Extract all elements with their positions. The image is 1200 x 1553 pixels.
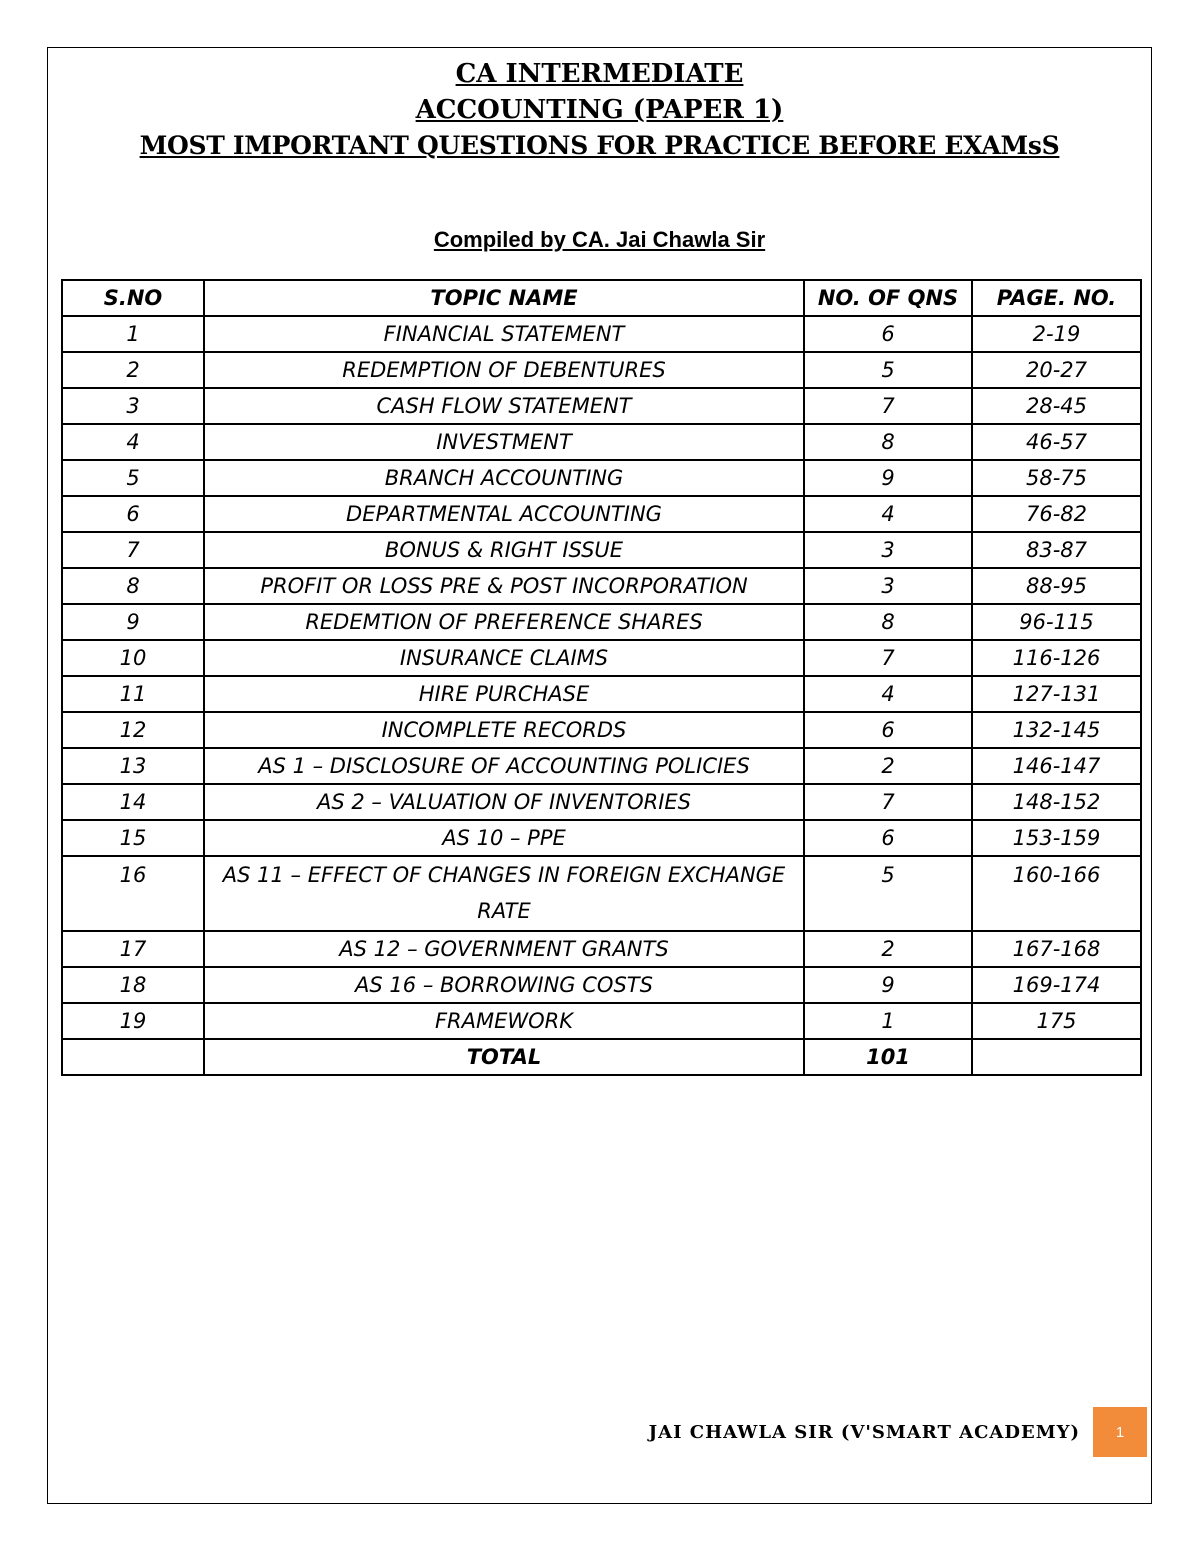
table-row (62, 748, 1141, 784)
table-row (62, 931, 1141, 967)
cell-qns: 1 (804, 1003, 972, 1039)
cell-topic: INVESTMENT (204, 424, 804, 460)
table-row (62, 712, 1141, 748)
table-row (62, 496, 1141, 532)
cell-topic: PROFIT OR LOSS PRE & POST INCORPORATION (204, 568, 804, 604)
cell-topic: FRAMEWORK (204, 1003, 804, 1039)
cell-qns: 9 (804, 460, 972, 496)
title-line-2: ACCOUNTING (PAPER 1) (415, 95, 784, 125)
cell-qns: 4 (804, 676, 972, 712)
table-row (62, 532, 1141, 568)
cell-topic: AS 1 – DISCLOSURE OF ACCOUNTING POLICIES (204, 748, 804, 784)
cell-sno: 1 (62, 316, 204, 352)
cell-qns: 6 (804, 820, 972, 856)
page-number-badge: 1 (1093, 1407, 1147, 1457)
table-row (62, 568, 1141, 604)
title-line-3: MOST IMPORTANT QUESTIONS FOR PRACTICE BEFORE EXAMsS (139, 131, 1060, 160)
cell-pages: 127-131 (972, 676, 1141, 712)
table-row (62, 676, 1141, 712)
total-qns: 101 (804, 1039, 972, 1075)
cell-qns: 3 (804, 568, 972, 604)
cell-topic: AS 12 – GOVERNMENT GRANTS (204, 931, 804, 967)
cell-topic: BRANCH ACCOUNTING (204, 460, 804, 496)
cell-pages: 96-115 (972, 604, 1141, 640)
cell-pages: 20-27 (972, 352, 1141, 388)
cell-qns: 7 (804, 388, 972, 424)
table-row (62, 424, 1141, 460)
table-row (62, 967, 1141, 1003)
cell-sno: 18 (62, 967, 204, 1003)
cell-topic: AS 2 – VALUATION OF INVENTORIES (204, 784, 804, 820)
cell-sno: 13 (62, 748, 204, 784)
cell-qns: 6 (804, 712, 972, 748)
table-row (62, 352, 1141, 388)
cell-qns: 7 (804, 640, 972, 676)
cell-topic: FINANCIAL STATEMENT (204, 316, 804, 352)
title-line-1: CA INTERMEDIATE (455, 59, 744, 89)
cell-topic: INSURANCE CLAIMS (204, 640, 804, 676)
cell-sno: 15 (62, 820, 204, 856)
cell-sno: 16 (62, 856, 204, 931)
cell-qns: 4 (804, 496, 972, 532)
cell-topic: DEPARTMENTAL ACCOUNTING (204, 496, 804, 532)
table-row (62, 784, 1141, 820)
cell-sno: 12 (62, 712, 204, 748)
total-row (62, 1039, 1141, 1075)
cell-pages: 116-126 (972, 640, 1141, 676)
cell-sno: 7 (62, 532, 204, 568)
cell-sno (62, 1039, 204, 1075)
cell-sno: 14 (62, 784, 204, 820)
cell-topic: HIRE PURCHASE (204, 676, 804, 712)
cell-topic: CASH FLOW STATEMENT (204, 388, 804, 424)
cell-sno: 17 (62, 931, 204, 967)
cell-pages: 169-174 (972, 967, 1141, 1003)
cell-topic: AS 11 – EFFECT OF CHANGES IN FOREIGN EXCHANGE RATE (204, 856, 804, 931)
cell-pages: 46-57 (972, 424, 1141, 460)
cell-qns: 5 (804, 856, 972, 931)
cell-topic: REDEMPTION OF DEBENTURES (204, 352, 804, 388)
cell-topic: BONUS & RIGHT ISSUE (204, 532, 804, 568)
cell-pages: 148-152 (972, 784, 1141, 820)
cell-pages: 167-168 (972, 931, 1141, 967)
table-row (62, 460, 1141, 496)
cell-pages: 76-82 (972, 496, 1141, 532)
cell-topic: AS 16 – BORROWING COSTS (204, 967, 804, 1003)
topics-table (61, 279, 1142, 1076)
column-header-sno: S.NO (62, 280, 204, 316)
cell-qns: 3 (804, 532, 972, 568)
cell-topic: AS 10 – PPE (204, 820, 804, 856)
cell-sno: 2 (62, 352, 204, 388)
cell-pages: 2-19 (972, 316, 1141, 352)
table-row (62, 856, 1141, 931)
cell-sno: 9 (62, 604, 204, 640)
cell-qns: 7 (804, 784, 972, 820)
column-header-qns: NO. OF QNS (804, 280, 972, 316)
cell-topic: REDEMTION OF PREFERENCE SHARES (204, 604, 804, 640)
cell-pages: 28-45 (972, 388, 1141, 424)
cell-sno: 10 (62, 640, 204, 676)
cell-qns: 2 (804, 748, 972, 784)
cell-pages: 175 (972, 1003, 1141, 1039)
cell-pages: 88-95 (972, 568, 1141, 604)
cell-topic: INCOMPLETE RECORDS (204, 712, 804, 748)
cell-qns: 8 (804, 604, 972, 640)
cell-sno: 6 (62, 496, 204, 532)
column-header-topic: TOPIC NAME (204, 280, 804, 316)
cell-pages: 160-166 (972, 856, 1141, 931)
cell-qns: 2 (804, 931, 972, 967)
cell-pages: 58-75 (972, 460, 1141, 496)
cell-pages (972, 1039, 1141, 1075)
table-row (62, 1003, 1141, 1039)
column-header-pages: PAGE. NO. (972, 280, 1141, 316)
cell-sno: 19 (62, 1003, 204, 1039)
table-row (62, 388, 1141, 424)
table-row (62, 604, 1141, 640)
table-row (62, 316, 1141, 352)
cell-pages: 146-147 (972, 748, 1141, 784)
cell-qns: 9 (804, 967, 972, 1003)
total-label: TOTAL (204, 1039, 804, 1075)
compiled-by: Compiled by CA. Jai Chawla Sir (433, 227, 766, 252)
cell-qns: 8 (804, 424, 972, 460)
cell-pages: 83-87 (972, 532, 1141, 568)
cell-qns: 5 (804, 352, 972, 388)
cell-sno: 8 (62, 568, 204, 604)
table-header-row (62, 280, 1141, 316)
cell-sno: 5 (62, 460, 204, 496)
cell-qns: 6 (804, 316, 972, 352)
cell-sno: 11 (62, 676, 204, 712)
cell-sno: 4 (62, 424, 204, 460)
table-row (62, 820, 1141, 856)
footer-text: JAI CHAWLA SIR (V'SMART ACADEMY) (648, 1422, 1080, 1443)
table-row (62, 640, 1141, 676)
cell-sno: 3 (62, 388, 204, 424)
cell-pages: 153-159 (972, 820, 1141, 856)
cell-pages: 132-145 (972, 712, 1141, 748)
